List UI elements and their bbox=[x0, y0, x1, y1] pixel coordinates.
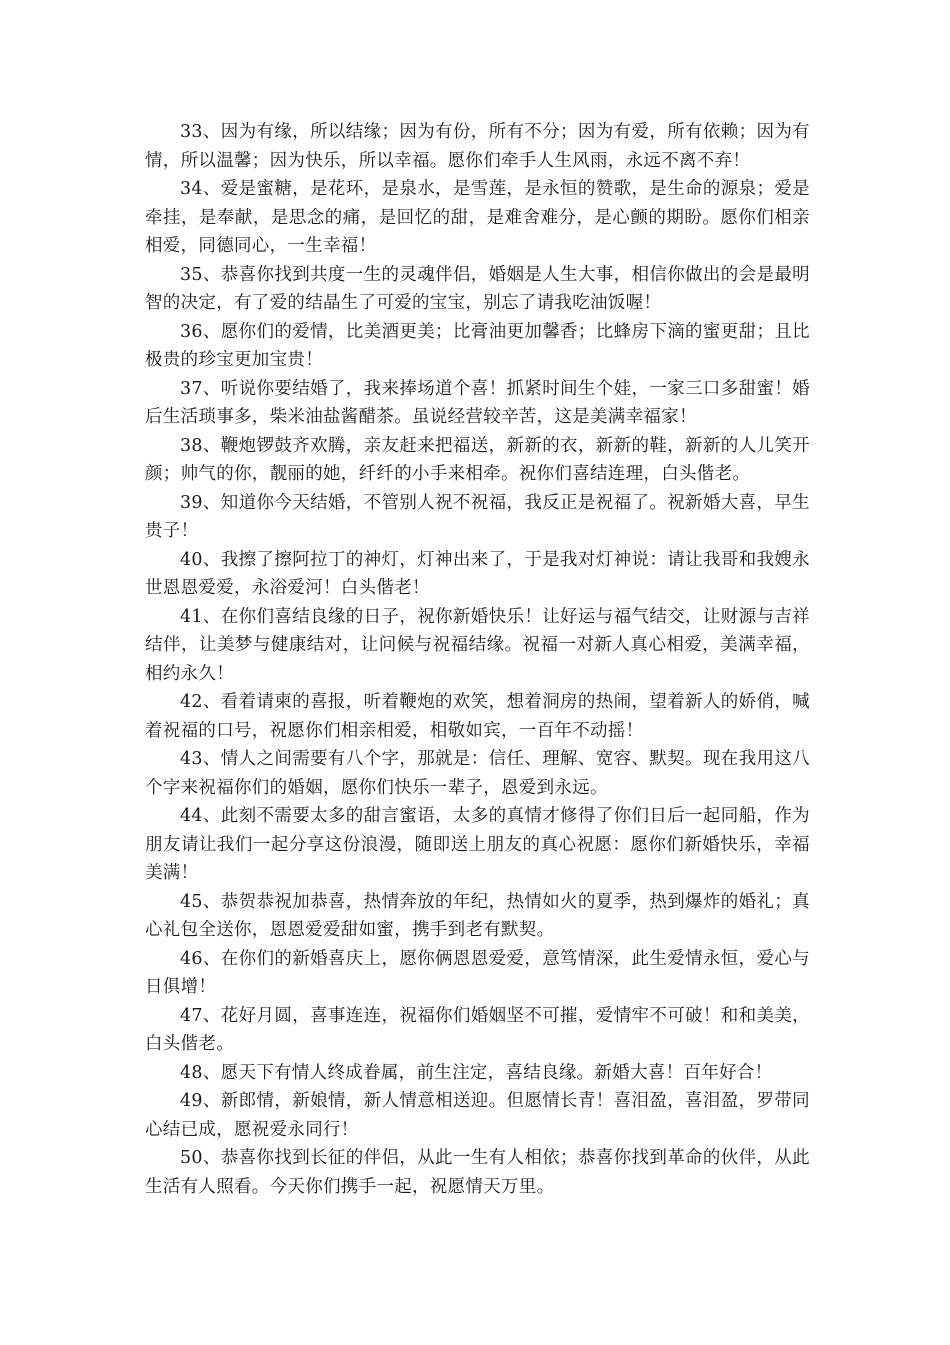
paragraph-49: 49、新郎情，新娘情，新人情意相送迎。但愿情长青！喜泪盈，喜泪盈，罗带同心结已成，愿祝爱永同行！ bbox=[145, 1091, 810, 1140]
paragraph-42: 42、看着请柬的喜报，听着鞭炮的欢笑，想着洞房的热闹，望着新人的娇俏，喊着祝福的口号，祝愿你们相亲相爱，相敬如宾，一百年不动摇！ bbox=[145, 692, 810, 741]
paragraph-41: 41、在你们喜结良缘的日子，祝你新婚快乐！让好运与福气结交，让财源与吉祥结伴，让美梦与健康结对，让问候与祝福结缘。祝福一对新人真心相爱，美满幸福，相约永久！ bbox=[145, 606, 810, 684]
paragraph-40: 40、我擦了擦阿拉丁的神灯，灯神出来了，于是我对灯神说：请让我哥和我嫂永世恩恩爱爱，永浴爱河！白头偕老！ bbox=[145, 549, 810, 598]
paragraph-35: 35、恭喜你找到共度一生的灵魂伴侣，婚姻是人生大事，相信你做出的会是最明智的决定，有了爱的结晶生了可爱的宝宝，别忘了请我吃油饭喔！ bbox=[145, 264, 810, 313]
paragraph-39: 39、知道你今天结婚，不管别人祝不祝福，我反正是祝福了。祝新婚大喜，早生贵子！ bbox=[145, 492, 810, 541]
paragraph-46: 46、在你们的新婚喜庆上，愿你俩恩恩爱爱，意笃情深，此生爱情永恒，爱心与日俱增！ bbox=[145, 948, 810, 997]
paragraph-36: 36、愿你们的爱情，比美酒更美；比膏油更加馨香；比蜂房下滴的蜜更甜；且比极贵的珍宝更加宝贵！ bbox=[145, 321, 810, 370]
paragraph-44: 44、此刻不需要太多的甜言蜜语，太多的真情才修得了你们日后一起同船，作为朋友请让我们一起分享这份浪漫，随即送上朋友的真心祝愿：愿你们新婚快乐，幸福美满！ bbox=[145, 806, 810, 883]
paragraph-34: 34、爱是蜜糖，是花环，是泉水，是雪莲，是永恒的赞歌，是生命的源泉；爱是牵挂，是奉献，是思念的痛，是回忆的甜，是难舍难分，是心颤的期盼。愿你们相亲相爱，同德同心，一生幸福！ bbox=[145, 179, 810, 256]
paragraph-33: 33、因为有缘，所以结缘；因为有份，所有不分；因为有爱，所有依赖；因为有情，所以温馨；因为快乐，所以幸福。愿你们牵手人生风雨，永远不离不弃！ bbox=[145, 122, 810, 171]
document-body bbox=[145, 118, 810, 1201]
paragraph-38: 38、鞭炮锣鼓齐欢腾，亲友赶来把福送，新新的衣，新新的鞋，新新的人儿笑开颜；帅气的你，靓丽的她，纤纤的小手来相牵。祝你们喜结连理，白头偕老。 bbox=[145, 435, 810, 484]
paragraph-47: 47、花好月圆，喜事连连，祝福你们婚姻坚不可摧，爱情牢不可破！和和美美，白头偕老。 bbox=[145, 1005, 810, 1054]
paragraph-37: 37、听说你要结婚了，我来捧场道个喜！抓紧时间生个娃，一家三口多甜蜜！婚后生活琐事多，柴米油盐酱醋茶。虽说经营较辛苦，这是美满幸福家！ bbox=[145, 378, 810, 427]
paragraph-45: 45、恭贺恭祝加恭喜，热情奔放的年纪，热情如火的夏季，热到爆炸的婚礼；真心礼包全送你，恩恩爱爱甜如蜜，携手到老有默契。 bbox=[145, 891, 810, 940]
paragraph-50: 50、恭喜你找到长征的伴侣，从此一生有人相依；恭喜你找到革命的伙伴，从此生活有人照看。今天你们携手一起，祝愿情天万里。 bbox=[145, 1148, 810, 1197]
paragraph-48: 48、愿天下有情人终成眷属，前生注定，喜结良缘。新婚大喜！百年好合！ bbox=[180, 1062, 773, 1083]
paragraph-43: 43、情人之间需要有八个字，那就是：信任、理解、宽容、默契。现在我用这八个字来祝福你们的婚姻，愿你们快乐一辈子，恩爱到永远。 bbox=[145, 749, 810, 798]
